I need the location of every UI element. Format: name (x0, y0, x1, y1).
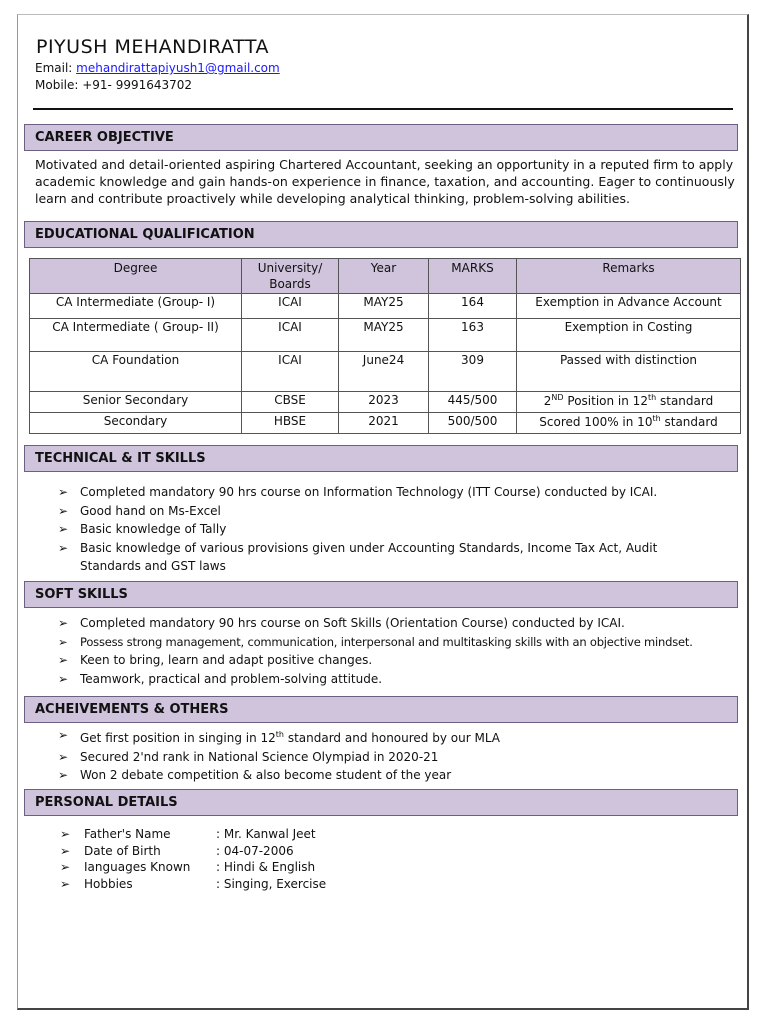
table-header-row (30, 259, 741, 294)
arrow-bullet-icon: ➢ (60, 827, 71, 841)
header-divider (33, 108, 733, 110)
list-item: ➢ Get first position in singing in 12th standard and honoured by our MLA (58, 728, 500, 745)
arrow-bullet-icon: ➢ (58, 728, 69, 742)
section-education: EDUCATIONAL QUALIFICATION (24, 221, 738, 248)
cell-marks: 164 (429, 294, 517, 319)
candidate-name: PIYUSH MEHANDIRATTA (36, 36, 269, 58)
section-personal-details: PERSONAL DETAILS (24, 789, 738, 816)
arrow-bullet-icon: ➢ (58, 653, 69, 667)
email-label: Email: (35, 61, 77, 75)
arrow-bullet-icon: ➢ (58, 749, 69, 764)
section-career-objective: CAREER OBJECTIVE (24, 124, 738, 151)
career-objective-text: Motivated and detail-oriented aspiring Chartered Accountant, seeking an opportunity in a reputed firm to apply academic knowledge and gain hands-on experience in finance, taxation, and accounting. Eager to continuously learn and contribute proactively while developing analytical thinking, problem-solving abilities. (35, 157, 735, 206)
personal-row-languages: ➢ Ianguages Known : Hindi & English (60, 860, 316, 874)
cell-year: 2023 (339, 392, 429, 413)
arrow-bullet-icon: ➢ (58, 540, 69, 555)
cell-remarks: 2ND Position in 12th standard (517, 392, 741, 413)
soft-skills-list (58, 614, 748, 688)
table-row (30, 413, 741, 434)
table-row (30, 392, 741, 413)
list-item: ➢ Keen to bring, learn and adapt positive changes. (58, 651, 748, 670)
arrow-bullet-icon: ➢ (60, 876, 71, 891)
list-item: ➢ Basic knowledge of various provisions given under Accounting Standards, Income Tax Act, Audit Standards and GST laws (58, 540, 658, 573)
personal-row-father: ➢ Father's Name : Mr. Kanwal Jeet (60, 827, 316, 841)
header-year: Year (339, 259, 429, 294)
cell-remarks: Passed with distinction (517, 352, 741, 392)
arrow-bullet-icon: ➢ (58, 634, 68, 649)
cell-board: CBSE (242, 392, 339, 413)
education-table (29, 258, 741, 434)
cell-remarks: Exemption in Costing (517, 319, 741, 352)
cell-degree: Secondary (30, 413, 242, 434)
mobile-line: Mobile: +91- 9991643702 (35, 78, 193, 92)
section-technical-skills: TECHNICAL & IT SKILLS (24, 445, 738, 472)
list-item: ➢ Secured 2'nd rank in National Science Olympiad in 2020-21 (58, 748, 748, 767)
arrow-bullet-icon: ➢ (58, 671, 69, 686)
list-item: ➢ Teamwork, practical and problem-solving attitude. (58, 670, 748, 689)
cell-board: HBSE (242, 413, 339, 434)
arrow-bullet-icon: ➢ (58, 503, 69, 518)
table-row (30, 319, 741, 352)
list-item: ➢ Basic knowledge of Tally (58, 520, 748, 539)
technical-skills-list (58, 483, 748, 576)
cell-remarks: Scored 100% in 10th standard (517, 413, 741, 434)
list-item: ➢ Won 2 debate competition & also become student of the year (58, 766, 748, 785)
cell-year: MAY25 (339, 294, 429, 319)
cell-degree: CA Intermediate (Group- I) (30, 294, 242, 319)
list-item: ➢ Completed mandatory 90 hrs course on Information Technology (ITT Course) conducted by ICAI. (58, 483, 748, 502)
arrow-bullet-icon: ➢ (58, 485, 69, 499)
header-university: University/ Boards (242, 259, 339, 294)
cell-degree: Senior Secondary (30, 392, 242, 413)
section-soft-skills: SOFT SKILLS (24, 581, 738, 608)
email-line (35, 61, 280, 75)
cell-year: June24 (339, 352, 429, 392)
arrow-bullet-icon: ➢ (58, 768, 69, 782)
list-item: ➢ Good hand on Ms-Excel (58, 502, 748, 521)
cell-marks: 309 (429, 352, 517, 392)
header-remarks: Remarks (517, 259, 741, 294)
cell-marks: 445/500 (429, 392, 517, 413)
header-marks: MARKS (429, 259, 517, 294)
cell-degree: CA Intermediate ( Group- II) (30, 319, 242, 352)
list-item: ➢ Completed mandatory 90 hrs course on Soft Skills (Orientation Course) conducted by ICAI. (58, 614, 748, 633)
table-row (30, 294, 741, 319)
email-link[interactable]: mehandirattapiyush1@gmail.com (76, 61, 280, 75)
arrow-bullet-icon: ➢ (58, 522, 69, 536)
section-achievements: ACHEIVEMENTS & OTHERS (24, 696, 738, 723)
cell-board: ICAI (242, 319, 339, 352)
cell-marks: 163 (429, 319, 517, 352)
achievements-list (58, 726, 748, 785)
cell-board: ICAI (242, 294, 339, 319)
cell-year: 2021 (339, 413, 429, 434)
cell-remarks: Exemption in Advance Account (517, 294, 741, 319)
header-degree: Degree (30, 259, 242, 294)
cell-marks: 500/500 (429, 413, 517, 434)
cell-degree: CA Foundation (30, 352, 242, 392)
arrow-bullet-icon: ➢ (60, 860, 71, 874)
arrow-bullet-icon: ➢ (60, 843, 71, 858)
table-row (30, 352, 741, 392)
personal-row-dob: ➢ Date of Birth : 04-07-2006 (60, 843, 294, 858)
personal-details (60, 826, 326, 892)
arrow-bullet-icon: ➢ (58, 616, 69, 630)
list-item: ➢ Possess strong management, communication, interpersonal and multitasking skills with an objective mindset. (58, 633, 748, 652)
cell-year: MAY25 (339, 319, 429, 352)
personal-row-hobbies: ➢ Hobbies : Singing, Exercise (60, 876, 327, 891)
cell-board: ICAI (242, 352, 339, 392)
